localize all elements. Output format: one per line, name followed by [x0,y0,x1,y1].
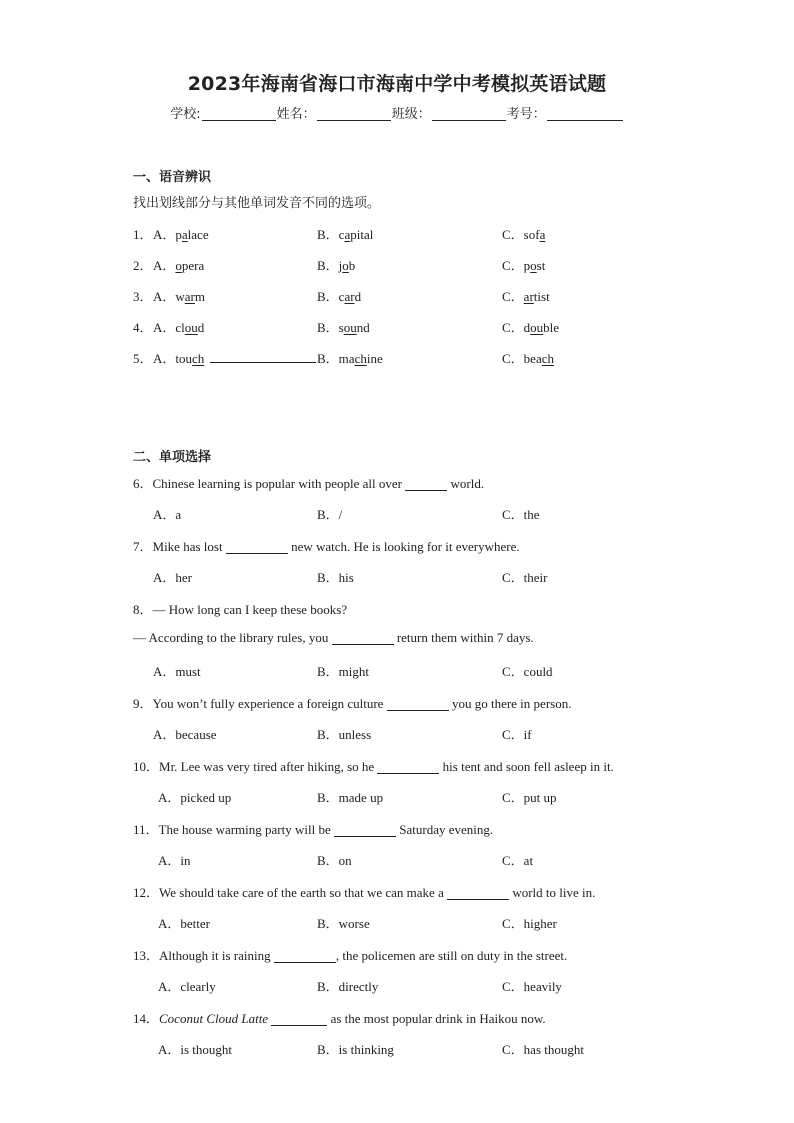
name-label: 姓名： [276,107,316,122]
name-blank[interactable] [317,107,391,121]
question-number: 10． [133,759,160,774]
stem-text: You won’t fully experience a foreign culture [152,696,387,711]
option-c[interactable] [502,224,545,243]
option-a[interactable]: A．a [153,507,182,522]
option-b[interactable] [317,348,383,367]
stem-text: — According to the library rules, you [133,630,332,645]
word-part: p [175,227,182,242]
option-a[interactable] [153,255,204,274]
option-b[interactable]: B．worse [317,916,370,931]
stem-text: We should take care of the earth so that we can make a [159,885,448,900]
question-stem [133,693,571,712]
question-row [0,348,794,368]
stem-text: world. [447,476,485,491]
underlined-part: ar [523,289,534,304]
option-b[interactable]: B．his [317,570,354,585]
word-part: d [197,320,205,335]
option-label: C． [502,289,524,304]
option-c[interactable]: C．the [502,507,540,522]
option-label: C． [502,258,524,273]
stem-text: new watch. He is looking for it everywhere. [287,539,520,554]
question-stem [133,536,520,555]
option-a[interactable] [153,224,209,243]
question-stem [133,882,595,901]
word-part: j [338,258,343,273]
word-part: s [338,320,344,335]
option-label: A． [153,320,176,335]
option-b[interactable]: B．made up [317,790,384,805]
underlined-part: ou [184,320,198,335]
underlined-part: ch [192,351,205,366]
stem-text: Although it is raining [159,948,274,963]
option-label: A． [153,351,176,366]
option-c[interactable]: C．at [502,853,534,868]
option-b[interactable]: B．on [317,853,352,868]
stem-text: Mr. Lee was very tired after hiking, so he [159,759,378,774]
question-stem [133,473,484,492]
word-part: b [348,258,356,273]
option-c[interactable]: C．higher [502,916,557,931]
question-stem [133,819,493,838]
answer-blank[interactable] [377,761,439,774]
underlined-part: o [175,258,182,273]
word-part: tou [175,351,193,366]
option-c[interactable] [502,317,559,336]
option-c[interactable]: C．put up [502,790,557,805]
word-part: ble [543,320,560,335]
option-a[interactable]: A．clearly [158,979,216,994]
option-a[interactable]: A．must [153,664,201,679]
word-part: d [523,320,531,335]
question-number: 4． [133,320,153,335]
underline-mark [210,350,316,363]
option-label: B． [317,351,339,366]
underlined-part: a [539,227,546,242]
word-part: m [194,289,206,304]
exam-no-blank[interactable] [547,107,623,121]
answer-blank[interactable] [332,632,394,645]
option-c[interactable]: C．could [502,664,553,679]
class-label: 班级： [391,107,431,122]
section1-heading: 一、语音辨识 [133,170,212,185]
word-part: tist [533,289,550,304]
option-b[interactable] [317,255,355,274]
option-label: C． [502,351,524,366]
exam-no-label: 考号： [506,107,546,122]
word-part: d [354,289,362,304]
word-part: bea [523,351,542,366]
stem-text: Saturday evening. [396,822,494,837]
question-row [0,224,794,244]
option-label: C． [502,320,524,335]
option-c[interactable] [502,286,550,305]
question-number: 8． [133,602,153,617]
option-a[interactable]: A．picked up [158,790,232,805]
underlined-part: ch [354,351,367,366]
option-c[interactable]: C．if [502,727,532,742]
option-b[interactable]: B．unless [317,727,372,742]
question-number: 13． [133,948,160,963]
stem-text: his tent and soon fell asleep in it. [439,759,614,774]
options-row [0,787,794,807]
question-number: 3． [133,289,153,304]
underlined-part: ou [530,320,544,335]
stray-underline [210,348,316,364]
option-c[interactable]: C．heavily [502,979,562,994]
option-c[interactable]: C．their [502,570,548,585]
word-part: pital [350,227,374,242]
stem-text: The house warming party will be [158,822,334,837]
option-c[interactable] [502,348,554,367]
options-row [0,1039,794,1059]
answer-blank[interactable] [274,950,336,963]
question-row [0,286,794,306]
option-label: B． [317,289,339,304]
answer-blank[interactable] [405,478,447,491]
question-stem [133,945,567,964]
option-b[interactable]: B．is thinking [317,1042,394,1057]
word-part: st [536,258,546,273]
option-a[interactable]: A．in [158,853,191,868]
question-number: 12． [133,885,160,900]
option-b[interactable]: B．/ [317,507,343,522]
option-b[interactable] [317,286,361,305]
word-part: cl [175,320,185,335]
stem-text: return them within 7 days. [393,630,534,645]
underlined-part: o [342,258,349,273]
option-a[interactable]: A．her [153,570,192,585]
question-number: 5． [133,351,153,366]
word-part: nd [356,320,370,335]
option-a[interactable]: A．better [158,916,210,931]
option-c[interactable]: C．has thought [502,1042,584,1057]
word-part: w [175,289,185,304]
answer-blank[interactable] [271,1013,327,1026]
word-part: sof [523,227,540,242]
underlined-part: o [530,258,537,273]
option-b[interactable] [317,317,370,336]
stem-text: , the policemen are still on duty in the street. [335,948,568,963]
question-stem [133,1008,546,1027]
question-row [0,317,794,337]
question-number: 6． [133,476,153,491]
option-label: B． [317,227,339,242]
option-b[interactable]: B．directly [317,979,379,994]
option-label: A． [153,258,176,273]
word-part: ine [366,351,383,366]
school-label: 学校: [170,107,201,122]
question-number: 1． [133,227,153,242]
option-a[interactable]: A．because [153,727,217,742]
question-stem [133,756,614,775]
question-number: 9． [133,696,153,711]
option-label: B． [317,258,339,273]
option-b[interactable] [317,224,373,243]
word-part: c [338,289,345,304]
options-row [0,976,794,996]
class-blank[interactable] [432,107,506,121]
school-blank[interactable] [202,107,276,121]
options-row [0,567,794,587]
page-title: 2023年海南省海口市海南中学中考模拟英语试题 [187,73,607,95]
student-info-line [0,103,794,122]
stem-text: world to live in. [509,885,596,900]
options-row [0,724,794,744]
options-row [0,913,794,933]
option-label: B． [317,320,339,335]
answer-blank[interactable] [334,824,396,837]
answer-blank[interactable] [447,887,509,900]
question-stem [133,599,347,618]
underlined-part: a [181,227,188,242]
underlined-part: a [344,227,351,242]
option-b[interactable]: B．might [317,664,370,679]
answer-blank[interactable] [387,698,449,711]
stem-text: — How long can I keep these books? [152,602,348,617]
option-label: C． [502,227,524,242]
question-number: 11． [133,822,159,837]
question-stem-line2 [133,630,534,646]
option-a[interactable]: A．is thought [158,1042,233,1057]
question-row [0,255,794,275]
answer-blank[interactable] [226,541,288,554]
option-label: A． [153,289,176,304]
italic-term: Coconut Cloud Latte [159,1011,269,1026]
question-number: 14． [133,1011,160,1026]
question-number: 2． [133,258,153,273]
underlined-part: ar [184,289,195,304]
stem-text: Chinese learning is popular with people all over [152,476,406,491]
section2-heading: 二、单项选择 [133,450,212,465]
word-part: c [338,227,345,242]
options-row [0,661,794,681]
options-row [0,504,794,524]
word-part: lace [187,227,209,242]
section1-instruction: 找出划线部分与其他单词发音不同的选项。 [133,196,381,211]
stem-text: Mike has lost [152,539,226,554]
question-number: 7． [133,539,153,554]
options-row [0,850,794,870]
word-part: pera [181,258,205,273]
option-a[interactable] [153,286,205,305]
stem-text: you go there in person. [448,696,572,711]
underlined-part: ch [541,351,554,366]
option-a[interactable] [153,317,204,336]
word-part: p [523,258,531,273]
option-c[interactable] [502,255,545,274]
word-part: ma [338,351,355,366]
stem-text: as the most popular drink in Haikou now. [327,1011,546,1026]
option-a[interactable] [153,348,204,367]
underlined-part: ou [343,320,357,335]
underlined-part: ar [344,289,355,304]
option-label: A． [153,227,176,242]
